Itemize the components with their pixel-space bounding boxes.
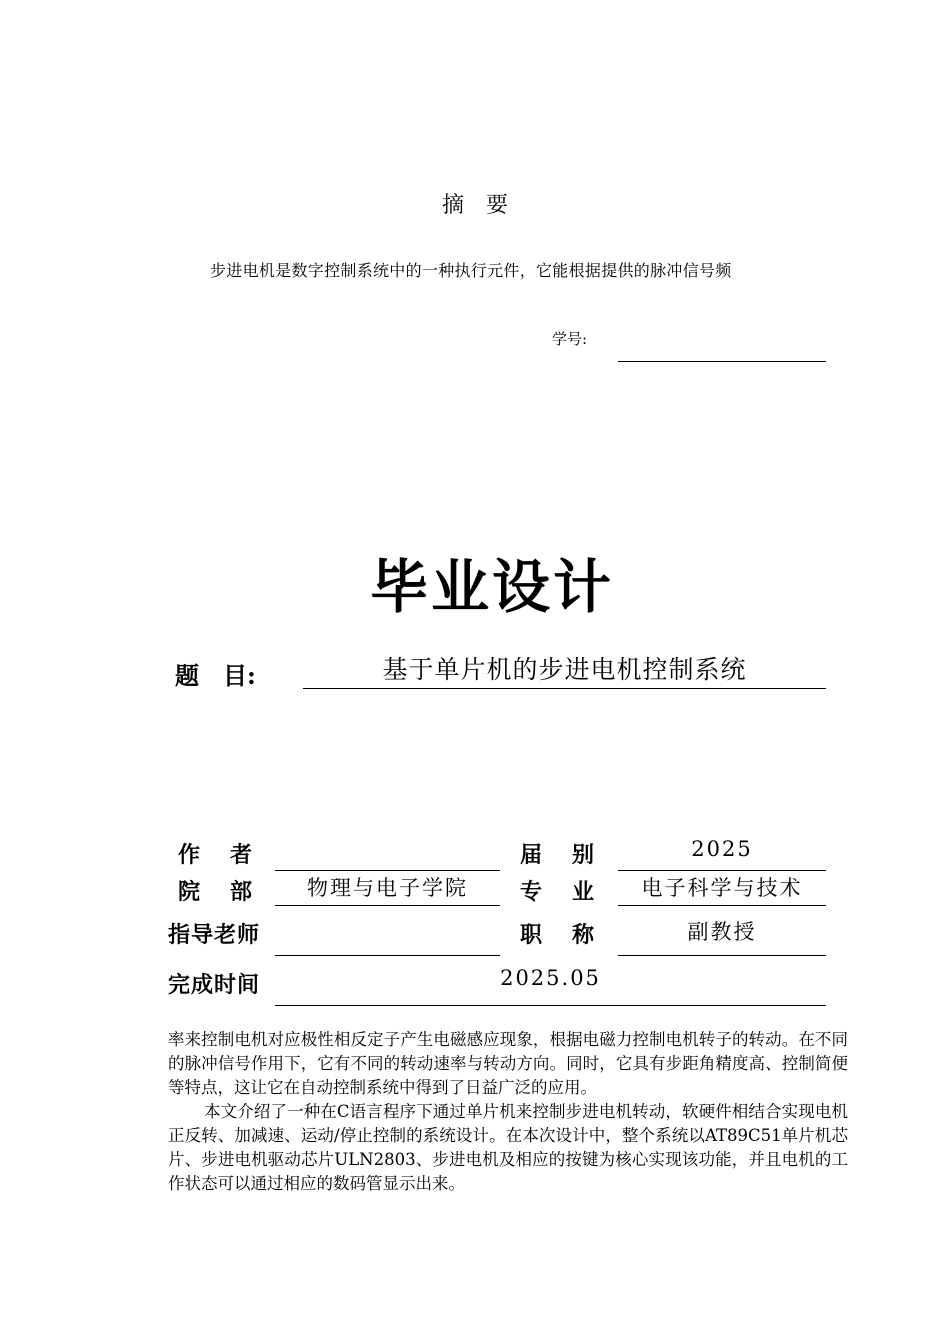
- professional-title-label: 职称: [520, 922, 625, 948]
- abstract-heading: 摘要: [441, 193, 530, 218]
- department-label: 院部: [178, 879, 283, 905]
- professional-title-field: 副教授: [618, 916, 826, 956]
- major-field: 电子科学与技术: [618, 872, 826, 906]
- advisor-field: [275, 922, 500, 956]
- completion-label: 完成时间: [168, 972, 261, 998]
- student-id-field: [618, 361, 826, 362]
- main-title: 毕业设计: [369, 553, 614, 621]
- department-field: 物理与电子学院: [275, 872, 500, 906]
- topic-value: 基于单片机的步进电机控制系统: [303, 650, 826, 689]
- author-label: 作者: [178, 842, 283, 868]
- student-id-label: 学号:: [552, 330, 588, 348]
- major-label: 专业: [520, 879, 625, 905]
- abstract-body: [168, 1028, 848, 1196]
- year-field: 2025: [618, 837, 826, 871]
- topic-label: 题 目:: [175, 661, 256, 690]
- author-field: [275, 837, 500, 871]
- abstract-first-line: 步进电机是数字控制系统中的一种执行元件，它能根据提供的脉冲信号频: [210, 261, 732, 280]
- year-label: 届别: [520, 842, 625, 868]
- completion-field: 2025.05: [275, 966, 826, 1006]
- advisor-label: 指导老师: [168, 922, 261, 948]
- abstract-paragraph: 率来控制电机对应极性相反定子产生电磁感应现象，根据电磁力控制电机转子的转动。在不同的脉冲信号作用下，它有不同的转动速率与转动方向。同时，它具有步距角精度高、控制简便等特点，这让它在自动控制系统中得到了日益广泛的应用。: [168, 1030, 848, 1097]
- abstract-paragraph: 本文介绍了一种在C语言程序下通过单片机来控制步进电机转动，软硬件相结合实现电机正反转、加减速、运动/停止控制的系统设计。在本次设计中，整个系统以AT89C51单片机芯片、步进电机驱动芯片ULN2803、步进电机及相应的按键为核心实现该功能，并且电机的工作状态可以通过相应的数码管显示出来。: [168, 1102, 848, 1193]
